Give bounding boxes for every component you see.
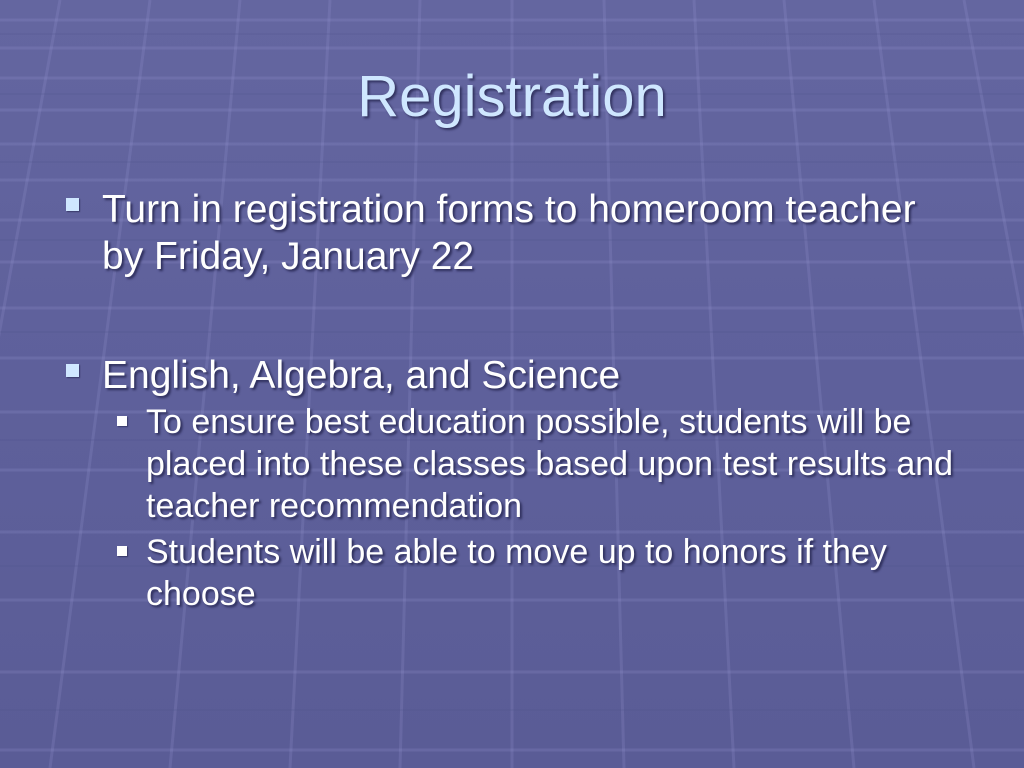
subbullet-placement [102, 401, 960, 527]
bullet-subjects [60, 352, 960, 399]
slide-title: Registration [357, 64, 667, 129]
bullet-text: Turn in registration forms to homeroom teacher by Friday, January 22 [102, 188, 916, 278]
small-square-bullet-icon [117, 546, 127, 556]
subbullet-text: Students will be able to move up to honors if they choose [146, 533, 887, 613]
subbullet-honors [102, 531, 960, 615]
subbullet-text: To ensure best education possible, students will be placed into these classes based upon test results and teacher recommendation [146, 403, 954, 525]
slide-body [60, 186, 960, 619]
small-square-bullet-icon [117, 416, 127, 426]
bullet-registration-forms [60, 186, 960, 280]
bullet-text: English, Algebra, and Science [102, 354, 621, 397]
subbullet-list [102, 401, 960, 615]
square-bullet-icon [66, 198, 79, 211]
square-bullet-icon [66, 364, 79, 377]
